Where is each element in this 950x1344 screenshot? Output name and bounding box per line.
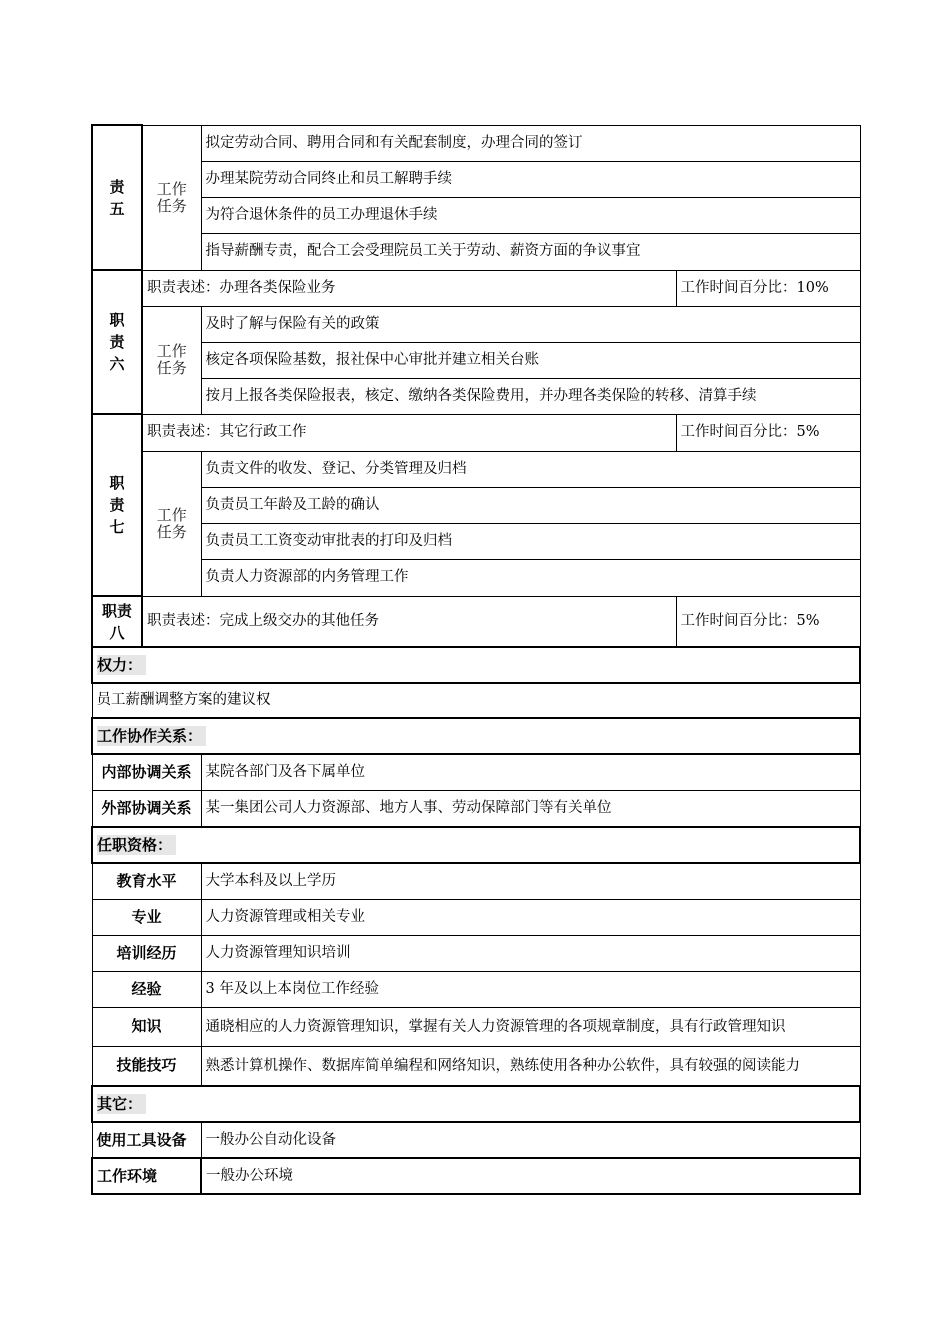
other-label: 工作环境 — [92, 1158, 201, 1194]
duty5-task: 拟定劳动合同、聘用合同和有关配套制度，办理合同的签订 — [201, 125, 860, 161]
duty7-task: 负责人力资源部的内务管理工作 — [201, 559, 860, 596]
duty6-time-percent: 工作时间百分比：10% — [676, 270, 860, 306]
other-label: 使用工具设备 — [92, 1122, 201, 1158]
relation-label: 外部协调关系 — [92, 790, 201, 827]
duty7-time-percent: 工作时间百分比：5% — [676, 414, 860, 451]
qualification-value: 人力资源管理知识培训 — [201, 935, 860, 971]
duty6-task-label: 工作 任务 — [142, 306, 201, 414]
duty7-description: 职责表述：其它行政工作 — [142, 414, 676, 451]
duty5-label-line: 五 — [109, 199, 125, 218]
duty7-task: 负责员工年龄及工龄的确认 — [201, 487, 860, 523]
qualification-label: 技能技巧 — [92, 1046, 201, 1086]
relations-heading: 工作协作关系： — [92, 718, 860, 754]
duty5-task-label: 工作 任务 — [142, 125, 201, 270]
duty6-task: 按月上报各类保险报表，核定、缴纳各类保险费用，并办理各类保险的转移、清算手续 — [201, 378, 860, 414]
qualification-label: 教育水平 — [92, 863, 201, 899]
duty7-task-label: 工作 任务 — [142, 451, 201, 596]
duty5-task: 为符合退休条件的员工办理退休手续 — [201, 197, 860, 233]
qualifications-heading: 任职资格： — [92, 827, 860, 863]
duty7-task: 负责员工工资变动审批表的打印及归档 — [201, 523, 860, 559]
qualification-value: 熟悉计算机操作、数据库简单编程和网络知识，熟练使用各种办公软件，具有较强的阅读能力 — [201, 1046, 860, 1086]
qualification-label: 培训经历 — [92, 935, 201, 971]
other-heading: 其它： — [92, 1086, 860, 1122]
relation-label: 内部协调关系 — [92, 754, 201, 790]
job-description-table — [91, 124, 861, 1195]
qualification-value: 通晓相应的人力资源管理知识，掌握有关人力资源管理的各项规章制度，具有行政管理知识 — [201, 1007, 860, 1046]
duty7-task: 负责文件的收发、登记、分类管理及归档 — [201, 451, 860, 487]
other-value: 一般办公环境 — [201, 1158, 860, 1194]
qualification-value: 3 年及以上本岗位工作经验 — [201, 971, 860, 1007]
qualification-value: 大学本科及以上学历 — [201, 863, 860, 899]
duty8-label: 职责 八 — [92, 596, 142, 647]
duty5-task: 办理某院劳动合同终止和员工解聘手续 — [201, 161, 860, 197]
authority-heading: 权力： — [92, 647, 860, 683]
authority-item: 员工薪酬调整方案的建议权 — [92, 683, 860, 718]
job-description-document — [91, 124, 859, 1195]
duty6-task: 及时了解与保险有关的政策 — [201, 306, 860, 342]
duty7-label: 职 责 七 — [92, 414, 142, 596]
duty6-task: 核定各项保险基数，报社保中心审批并建立相关台账 — [201, 342, 860, 378]
duty8-description: 职责表述：完成上级交办的其他任务 — [142, 596, 676, 647]
qualification-label: 经验 — [92, 971, 201, 1007]
qualification-label: 专业 — [92, 899, 201, 935]
duty6-label: 职 责 六 — [92, 270, 142, 414]
duty6-description: 职责表述：办理各类保险业务 — [142, 270, 676, 306]
duty5-label-line: 责 — [109, 177, 125, 196]
other-value: 一般办公自动化设备 — [201, 1122, 860, 1158]
duty5-label — [92, 125, 142, 270]
duty5-task: 指导薪酬专责，配合工会受理院员工关于劳动、薪资方面的争议事宜 — [201, 233, 860, 270]
qualification-value: 人力资源管理或相关专业 — [201, 899, 860, 935]
duty8-time-percent: 工作时间百分比：5% — [676, 596, 860, 647]
relation-value: 某一集团公司人力资源部、地方人事、劳动保障部门等有关单位 — [201, 790, 860, 827]
qualification-label: 知识 — [92, 1007, 201, 1046]
relation-value: 某院各部门及各下属单位 — [201, 754, 860, 790]
